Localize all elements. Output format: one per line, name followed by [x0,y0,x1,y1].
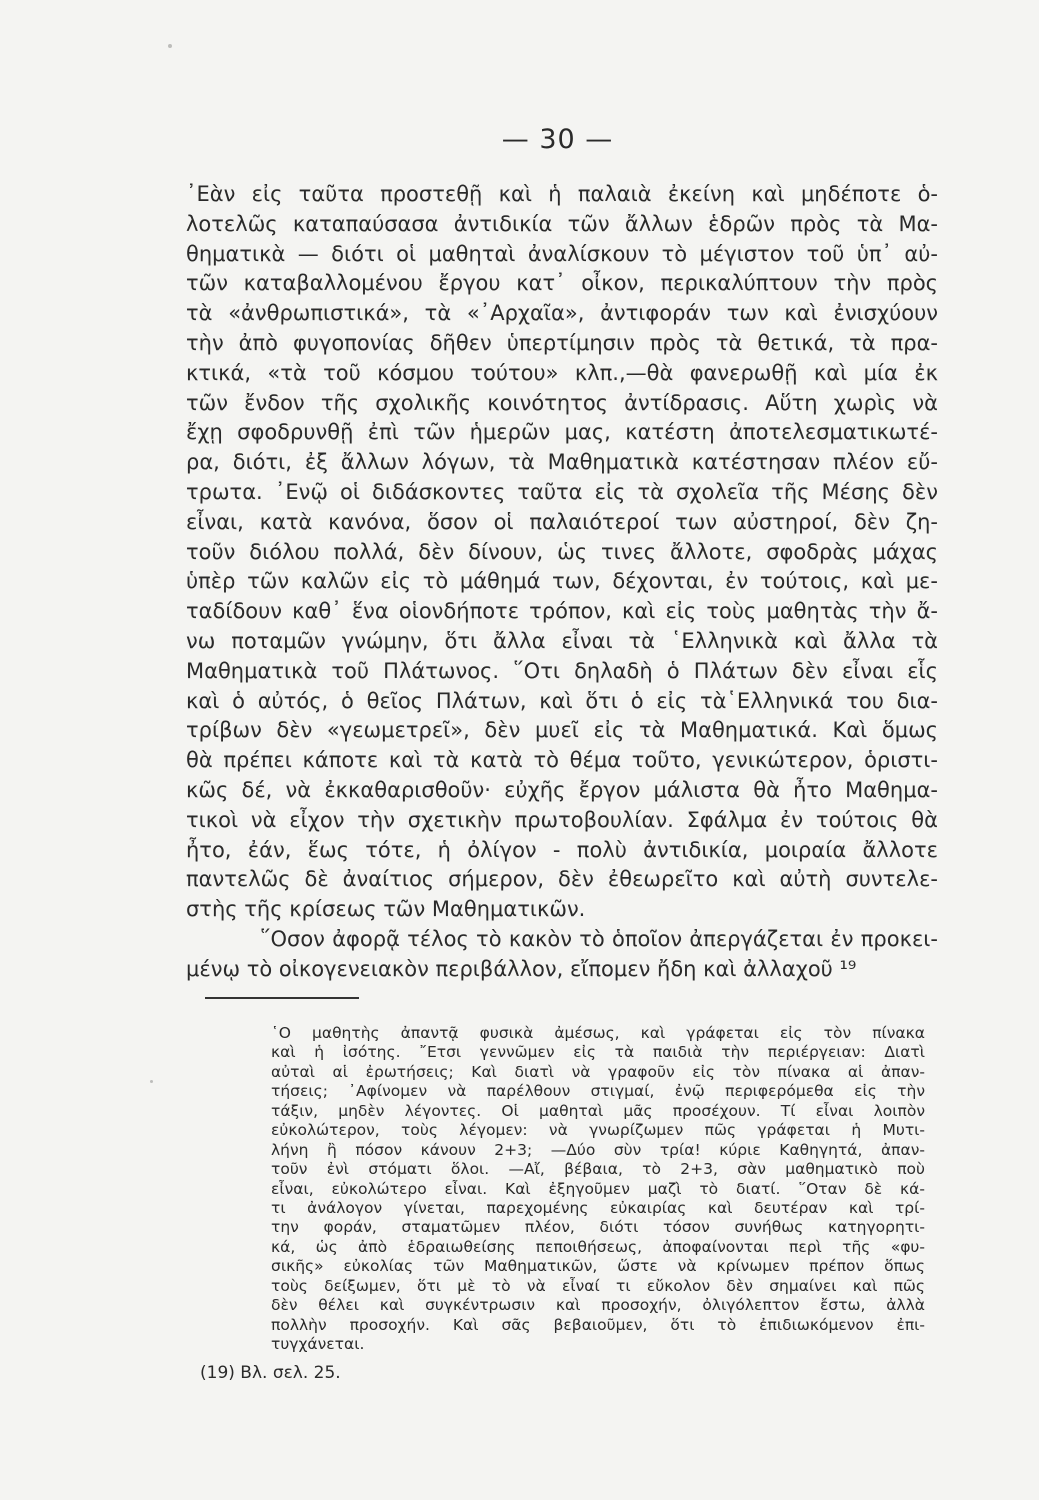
body-line: ὑπὲρ τῶν καλῶν εἰς τὸ μάθημά των, δέχονται, ἐν τούτοις, καὶ με- [186,569,938,594]
reference-note: (19) Βλ. σελ. 25. [200,1363,341,1383]
body-line: θὰ πρέπει κάποτε καὶ τὰ κατὰ τὸ θέμα τοῦτο, γενικώτερον, ὁριστι- [186,748,938,773]
footnote-separator [205,997,359,999]
body-line: ρα, διότι, ἐξ ἄλλων λόγων, τὰ Μαθηματικὰ κατέστησαν πλέον εὔ- [186,450,938,475]
body-line: τὰ «ἀνθρωπιστικά», τὰ «᾿Αρχαῖα», ἀντιφοράν των καὶ ἐνισχύουν [186,301,938,326]
footnote-text [271,1024,925,1354]
body-line: μένῳ τὸ οἰκογενειακὸν περιβάλλον, εἴπομεν ἤδη καὶ ἀλλαχοῦ ¹⁹ [186,956,857,981]
footnote-line: σικῆς» εὐκολίας τῶν Μαθηματικῶν, ὥστε νὰ κρίνωμεν πρέπον ὅπως [271,1257,925,1276]
scan-speck [168,44,172,48]
footnote-line: αὐταὶ αἱ ἐρωτήσεις; Καὶ διατὶ νὰ γραφοῦν εἰς τὸν πίνακα αἱ ἀπαν- [271,1062,925,1081]
body-line: κτικά, «τὰ τοῦ κόσμου τούτου» κλπ.,—θὰ φανερωθῇ καὶ μία ἐκ [186,360,938,385]
footnote-line: τι ἀνάλογον γίνεται, παρεχομένης εὐκαιρίας καὶ δευτέραν καὶ τρί- [271,1198,925,1217]
footnote-line: τυγχάνεται. [271,1335,365,1353]
body-line: Μαθηματικὰ τοῦ Πλάτωνος. ῞Οτι δηλαδὴ ὁ Πλάτων δὲν εἶναι εἷς [186,658,938,683]
scan-speck [150,1080,153,1083]
footnote-line: τάξιν, μηδὲν λέγοντες. Οἱ μαθηταὶ μᾶς προσέχουν. Τί εἶναι λοιπὸν [271,1101,925,1120]
footnote-line: ῾Ο μαθητὴς ἀπαντᾷ φυσικὰ ἀμέσως, καὶ γράφεται εἰς τὸν πίνακα [271,1024,925,1042]
body-line: τοῦν διόλου πολλά, δὲν δίνουν, ὡς τινες ἄλλοτε, σφοδρὰς μάχας [186,539,938,564]
footnote-line: τήσεις; ᾿Αφίνομεν νὰ παρέλθουν στιγμαί, ἐνῷ περιφερόμεθα εἰς τὴν [271,1082,925,1101]
footnote-line: τοῦν ἐνὶ στόματι ὅλοι. —Αἴ, βέβαια, τὸ 2+3, σὰν μαθηματικὸ ποὺ [271,1160,925,1179]
body-line: ᾿Εὰν εἰς ταῦτα προστεθῇ καὶ ἡ παλαιὰ ἐκείνη καὶ μηδέποτε ὁ- [186,182,938,206]
body-line: τρίβων δὲν «γεωμετρεῖ», δὲν μυεῖ εἰς τὰ Μαθηματικά. Καὶ ὅμως [186,718,938,743]
footnote-line: εἶναι, εὐκολώτερο εἶναι. Καὶ ἐξηγοῦμεν μαζὶ τὸ διατί. ῞Οταν δὲ κά- [271,1179,925,1198]
body-line: λοτελῶς καταπαύσασα ἀντιδικία τῶν ἄλλων ἑδρῶν πρὸς τὰ Μα- [186,211,938,236]
body-line: ἔχῃ σφοδρυνθῇ ἐπὶ τῶν ἡμερῶν μας, κατέστη ἀποτελεσματικωτέ- [186,420,938,445]
body-line: κῶς δέ, νὰ ἐκκαθαρισθοῦν· εὐχῆς ἔργον μάλιστα θὰ ἦτο Μαθημα- [186,777,938,802]
body-line: στὴς τῆς κρίσεως τῶν Μαθηματικῶν. [186,897,586,922]
footnote-line: εὐκολώτερον, τοὺς λέγομεν: νὰ γνωρίζωμεν πῶς γράφεται ἡ Μυτι- [271,1121,925,1140]
footnote-line: κά, ὡς ἀπὸ ἑδραιωθείσης πεποιθήσεως, ἀποφαίνονται περὶ τῆς «φυ- [271,1237,925,1256]
body-line: εἶναι, κατὰ κανόνα, ὅσον οἱ παλαιότεροί των αὐστηροί, δὲν ζη- [186,509,938,534]
footnote-line: την φοράν, σταματῶμεν πλέον, διότι τόσον συνήθως κατηγορητι- [271,1218,925,1237]
footnote-line: λήνη ἢ πόσον κάνουν 2+3; —Δύο σὺν τρία! κύριε Καθηγητά, ἀπαν- [271,1140,925,1159]
page-number: — 30 — [501,124,614,155]
footnote-line: τοὺς δείξωμεν, ὅτι μὲ τὸ νὰ εἶναί τι εὔκολον δὲν σημαίνει καὶ πῶς [271,1276,925,1295]
body-line: τὴν ἀπὸ φυγοπονίας δῆθεν ὑπερτίμησιν πρὸς τὰ θετικά, τὰ πρα- [186,330,938,355]
body-line: νω ποταμῶν γνώμην, ὅτι ἄλλα εἶναι τὰ ῾Ελληνικὰ καὶ ἄλλα τὰ [186,628,938,653]
body-line: τρωτα. ᾿Ενῷ οἱ διδάσκοντες ταῦτα εἰς τὰ σχολεῖα τῆς Μέσης δὲν [186,479,938,504]
body-line: ῞Οσον ἀφορᾷ τέλος τὸ κακὸν τὸ ὁποῖον ἀπεργάζεται ἐν προκει- [260,926,938,951]
body-line: τῶν ἔνδον τῆς σχολικῆς κοινότητος ἀντίδρασις. Αὕτη χωρὶς νὰ [186,390,938,415]
body-line: παντελῶς δὲ ἀναίτιος σήμερον, δὲν ἐθεωρεῖτο καὶ αὐτὴ συντελε- [186,867,938,892]
footnote-line: δὲν θέλει καὶ συγκέντρωσιν καὶ προσοχήν, ὀλιγόλεπτον ἔστω, ἀλλὰ [271,1296,925,1315]
body-line: ταδίδουν καθ᾿ ἕνα οἱονδήποτε τρόπον, καὶ εἰς τοὺς μαθητὰς τὴν ἄ- [186,599,938,624]
body-line: θηματικὰ — διότι οἱ μαθηταὶ ἀναλίσκουν τὸ μέγιστον τοῦ ὑπ᾿ αὐ- [186,241,938,266]
body-text [186,180,938,985]
footnote-line: πολλὴν προσοχήν. Καὶ σᾶς βεβαιοῦμεν, ὅτι τὸ ἐπιδιωκόμενον ἐπι- [271,1315,925,1334]
body-line: τῶν καταβαλλομένου ἔργου κατ᾿ οἶκον, περικαλύπτουν τὴν πρὸς [186,271,938,296]
body-line: ἦτο, ἐάν, ἕως τότε, ἡ ὀλίγον - πολὺ ἀντιδικία, μοιραία ἄλλοτε [186,837,938,862]
body-line: τικοὶ νὰ εἶχον τὴν σχετικὴν πρωτοβουλίαν. Σφάλμα ἐν τούτοις θὰ [186,807,938,832]
footnote-line: καὶ ἡ ἰσότης. ῎Ετσι γεννῶμεν εἰς τὰ παιδιὰ τὴν περιέργειαν: Διατὶ [271,1043,925,1062]
body-line: καὶ ὁ αὐτός, ὁ θεῖος Πλάτων, καὶ ὅτι ὁ εἰς τὰ῾Ελληνικά του δια- [186,688,938,713]
